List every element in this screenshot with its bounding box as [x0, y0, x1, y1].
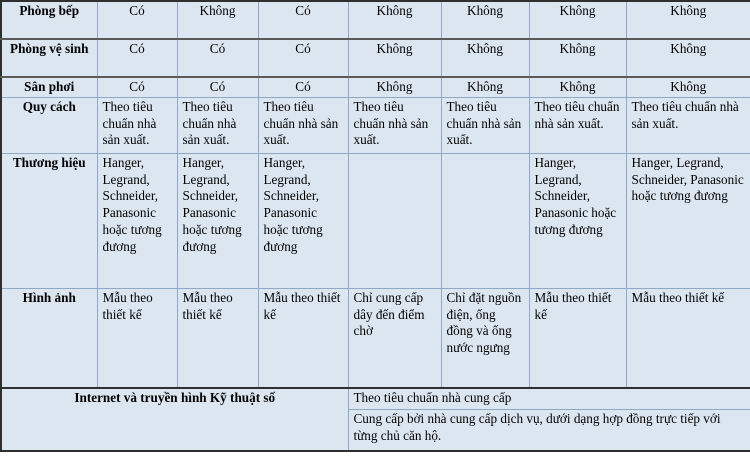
table-row [1, 77, 750, 97]
cell-phong-ve-sinh-1: Có [97, 39, 177, 77]
cell-quy-cach-4: Theo tiêu chuẩn nhà sản xuất. [348, 97, 441, 153]
cell-internet-line-1: Theo tiêu chuẩn nhà cung cấp [348, 388, 750, 410]
table-row [1, 97, 750, 153]
cell-thuong-hieu-3: Hanger, Legrand, Schneider, Panasonic hoặc tương đương [258, 153, 348, 288]
row-header-phong-ve-sinh: Phòng vệ sinh [1, 39, 97, 77]
cell-san-phoi-5: Không [441, 77, 529, 97]
cell-hinh-anh-1: Mẫu theo thiết kế [97, 288, 177, 388]
cell-thuong-hieu-4 [348, 153, 441, 288]
cell-san-phoi-3: Có [258, 77, 348, 97]
row-header-quy-cach: Quy cách [1, 97, 97, 153]
cell-thuong-hieu-1: Hanger, Legrand, Schneider, Panasonic hoặc tương đương [97, 153, 177, 288]
cell-quy-cach-2: Theo tiêu chuẩn nhà sản xuất. [177, 97, 258, 153]
cell-quy-cach-5: Theo tiêu chuẩn nhà sản xuất. [441, 97, 529, 153]
cell-hinh-anh-3: Mẫu theo thiết kế [258, 288, 348, 388]
table-row-internet [1, 388, 750, 410]
row-header-internet-truyen-hinh: Internet và truyền hình Kỹ thuật số [1, 388, 348, 451]
cell-thuong-hieu-7: Hanger, Legrand, Schneider, Panasonic hoặc tương đương [626, 153, 750, 288]
row-header-thuong-hieu: Thương hiệu [1, 153, 97, 288]
cell-hinh-anh-7: Mẫu theo thiết kế [626, 288, 750, 388]
cell-quy-cach-1: Theo tiêu chuẩn nhà sản xuất. [97, 97, 177, 153]
cell-thuong-hieu-2: Hanger, Legrand, Schneider, Panasonic hoặc tương đương [177, 153, 258, 288]
cell-phong-ve-sinh-5: Không [441, 39, 529, 77]
cell-phong-bep-6: Không [529, 1, 626, 39]
cell-san-phoi-4: Không [348, 77, 441, 97]
cell-phong-ve-sinh-4: Không [348, 39, 441, 77]
cell-thuong-hieu-5 [441, 153, 529, 288]
cell-quy-cach-3: Theo tiêu chuẩn nhà sản xuất. [258, 97, 348, 153]
cell-thuong-hieu-6: Hanger, Legrand, Schneider, Panasonic hoặc tương đương [529, 153, 626, 288]
cell-hinh-anh-6: Mẫu theo thiết kế [529, 288, 626, 388]
cell-phong-ve-sinh-2: Có [177, 39, 258, 77]
cell-san-phoi-7: Không [626, 77, 750, 97]
cell-hinh-anh-5: Chỉ đặt nguồn điện, ống đồng và ống nước ngưng [441, 288, 529, 388]
table-row [1, 39, 750, 77]
cell-phong-bep-7: Không [626, 1, 750, 39]
row-header-phong-bep: Phòng bếp [1, 1, 97, 39]
cell-phong-bep-2: Không [177, 1, 258, 39]
cell-hinh-anh-2: Mẫu theo thiết kế [177, 288, 258, 388]
table-row [1, 1, 750, 39]
cell-phong-ve-sinh-7: Không [626, 39, 750, 77]
row-header-hinh-anh: Hình ảnh [1, 288, 97, 388]
cell-quy-cach-6: Theo tiêu chuẩn nhà sản xuất. [529, 97, 626, 153]
table-row [1, 288, 750, 388]
cell-phong-bep-1: Có [97, 1, 177, 39]
cell-phong-ve-sinh-6: Không [529, 39, 626, 77]
cell-san-phoi-1: Có [97, 77, 177, 97]
cell-san-phoi-2: Có [177, 77, 258, 97]
cell-phong-bep-3: Có [258, 1, 348, 39]
cell-phong-ve-sinh-3: Có [258, 39, 348, 77]
cell-phong-bep-5: Không [441, 1, 529, 39]
cell-quy-cach-7: Theo tiêu chuẩn nhà sản xuất. [626, 97, 750, 153]
cell-phong-bep-4: Không [348, 1, 441, 39]
table-row [1, 153, 750, 288]
cell-internet-line-2: Cung cấp bởi nhà cung cấp dịch vụ, dưới dạng hợp đồng trực tiếp với từng chủ căn hộ. [348, 410, 750, 452]
cell-hinh-anh-4: Chỉ cung cấp dây đến điểm chờ [348, 288, 441, 388]
cell-san-phoi-6: Không [529, 77, 626, 97]
row-header-san-phoi: Sân phơi [1, 77, 97, 97]
